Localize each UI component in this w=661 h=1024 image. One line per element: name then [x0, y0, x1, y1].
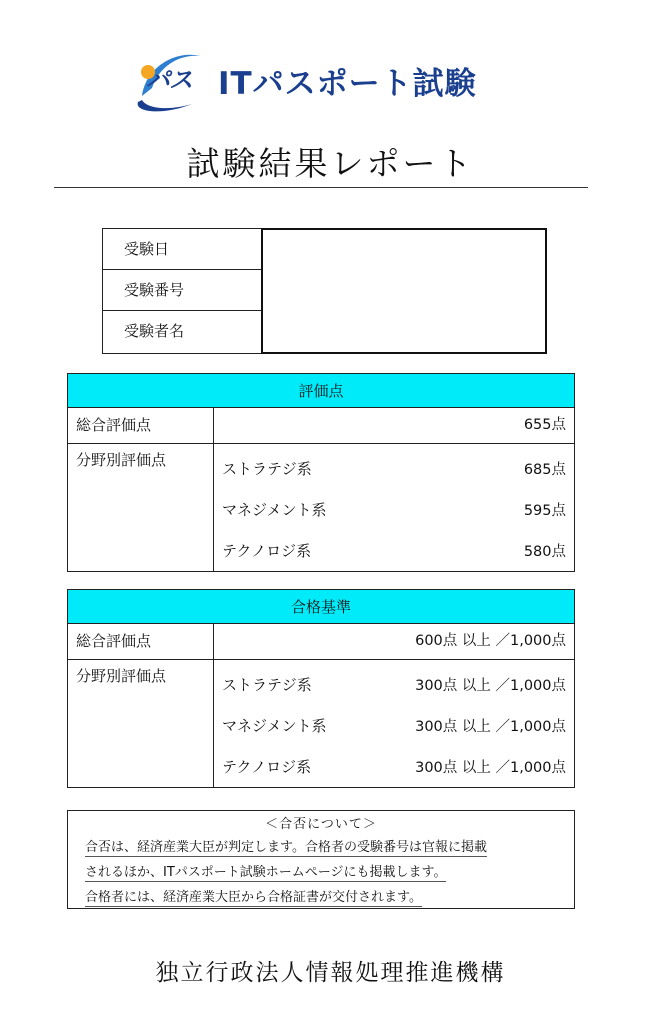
exam-number-label: 受験番号 [103, 270, 262, 311]
title-divider [54, 187, 588, 188]
examinee-info-box [261, 228, 547, 354]
scores-total-label: 総合評価点 [68, 408, 214, 443]
criteria-fields-row [68, 660, 574, 787]
scores-fields-row [68, 444, 574, 571]
field-value: 685点 [523, 462, 566, 478]
criteria-field-label: 分野別評価点 [68, 660, 214, 787]
scores-field-label: 分野別評価点 [68, 444, 214, 571]
field-value: 300点 以上 ／1,000点 [415, 719, 566, 735]
criteria-total-row [68, 624, 574, 660]
criteria-header: 合格基準 [68, 590, 574, 624]
note-line: 合否は、経済産業大臣が判定します。合格者の受験番号は官報に掲載 [85, 836, 487, 857]
logo-mark [132, 46, 206, 116]
organization-name: 独立行政法人情報処理推進機構 [155, 960, 506, 986]
scores-total-value: 655点 [523, 417, 566, 433]
logo [132, 46, 502, 116]
table-row [214, 530, 574, 571]
field-value: 580点 [523, 544, 566, 560]
field-name: ストラテジ系 [222, 460, 312, 478]
logo-mark-label: パス [146, 66, 192, 94]
pass-fail-note [67, 810, 575, 909]
field-value: 300点 以上 ／1,000点 [415, 760, 566, 776]
criteria-total-value: 600点 以上 ／1,000点 [415, 633, 566, 649]
table-row [214, 489, 574, 530]
criteria-table [67, 589, 575, 788]
scores-header: 評価点 [68, 374, 574, 408]
field-name: マネジメント系 [222, 717, 327, 735]
table-row [214, 746, 574, 787]
field-name: テクノロジ系 [222, 758, 312, 776]
field-name: マネジメント系 [222, 501, 327, 519]
table-row [214, 448, 574, 489]
note-title: ＜合否について＞ [265, 817, 377, 832]
exam-date-label: 受験日 [103, 229, 262, 270]
page-title: 試験結果レポート [186, 144, 475, 183]
note-line: 合格者には、経済産業大臣から合格証書が交付されます。 [85, 886, 422, 907]
table-row [214, 664, 574, 705]
examinee-name-label: 受験者名 [124, 322, 185, 340]
field-name: ストラテジ系 [222, 676, 312, 694]
field-value: 595点 [523, 503, 566, 519]
scores-total-row [68, 408, 574, 444]
scores-table [67, 373, 575, 572]
field-name: テクノロジ系 [222, 542, 312, 560]
note-line: されるほか、ITパスポート試験ホームページにも掲載します。 [85, 861, 446, 882]
logo-title: ITパスポート試験 [218, 66, 477, 102]
table-row [214, 705, 574, 746]
criteria-total-label: 総合評価点 [68, 624, 214, 659]
examinee-info-labels [102, 228, 262, 354]
field-value: 300点 以上 ／1,000点 [415, 678, 566, 694]
